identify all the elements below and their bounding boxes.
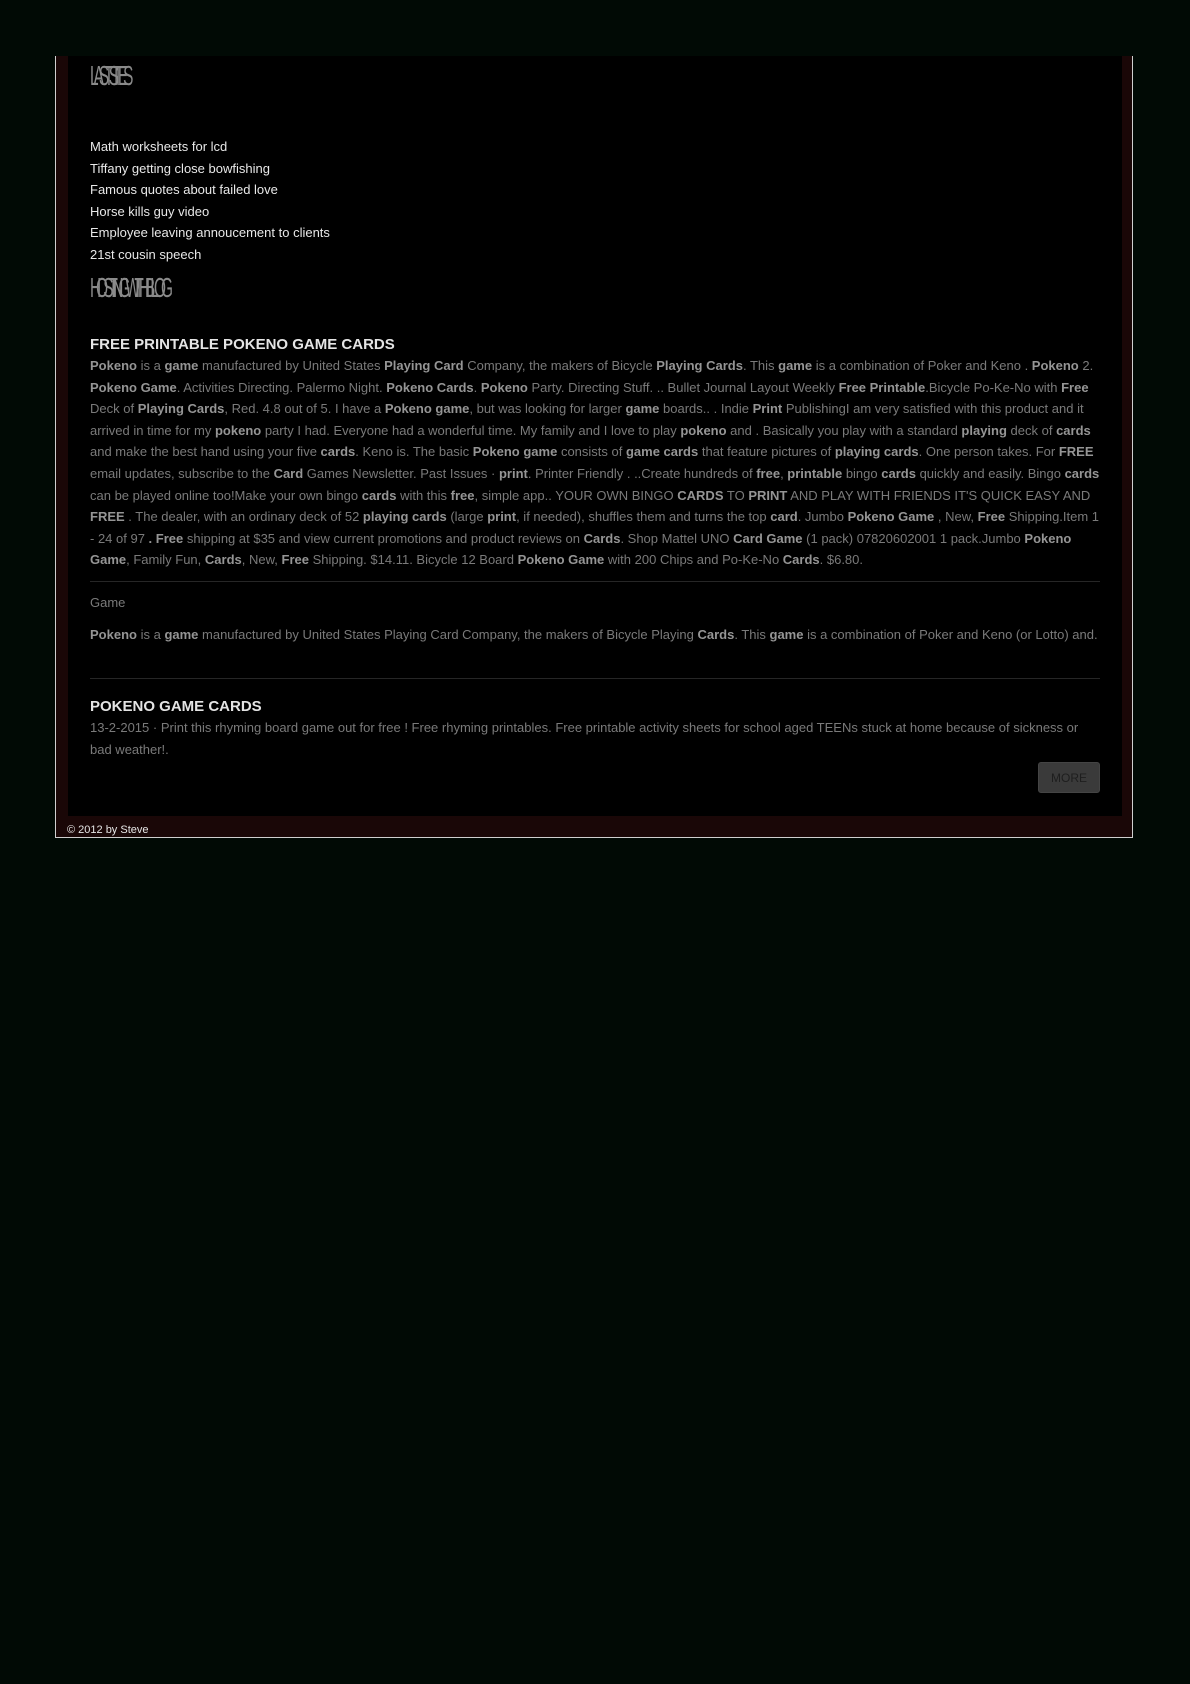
article-game-description: [90, 624, 1100, 646]
article-body: Pokeno is a game manufactured by United States Playing Card Company, the makers of Bicycle Playing Cards. This game is a combination of Poker and Keno . Pokeno 2. Pokeno Game. Activities Directing. Palermo Night. Pokeno Cards. Pokeno Party. Directing Stuff. .. Bullet Journal Layout Weekly Free Printable.Bicycle Po-Ke-No with Free Deck of Playing Cards, Red. 4.8 out of 5. I have a Pokeno game, but was looking for larger game boards.. . Indie Print PublishingI am very satisfied with this product and it arrived in time for my pokeno party I had. Everyone had a wonderful time. My family and I love to play pokeno and . Basically you play with a standard playing deck of cards and make the best hand using your five cards. Keno is. The basic Pokeno game consists of game cards that feature pictures of playing cards. One person takes. For FREE email updates, subscribe to the Card Games Newsletter. Past Issues · print. Printer Friendly . ..Create hundreds of free, printable bingo cards quickly and easily. Bingo cards can be played online too!Make your own bingo cards with this free, simple app.. YOUR OWN BINGO CARDS TO PRINT AND PLAY WITH FRIENDS IT'S QUICK EASY AND FREE . The dealer, with an ordinary deck of 52 playing cards (large print, if needed), shuffles them and turns the top card. Jumbo Pokeno Game , New, Free Shipping.Item 1 - 24 of 97 . Free shipping at $35 and view current promotions and product reviews on Cards. Shop Mattel UNO Card Game (1 pack) 07820602001 1 pack.Jumbo Pokeno Game, Family Fun, Cards, New, Free Shipping. $14.11. Bicycle 12 Board Pokeno Game with 200 Chips and Po-Ke-No Cards. $6.80.: [90, 358, 1100, 568]
divider: [90, 678, 1100, 679]
section-label: Game: [90, 595, 126, 610]
list-item[interactable]: [90, 136, 330, 158]
page-frame: [55, 56, 1133, 838]
article-title[interactable]: FREE PRINTABLE POKENO GAME CARDS: [90, 336, 395, 353]
list-item[interactable]: [90, 244, 330, 266]
article-body: 13-2-2015 · Print this rhyming board game out for free ! Free rhyming printables. Free printable activity sheets for school aged TEENs stuck at home because of sickness or bad weather!.: [90, 720, 1079, 757]
link-item[interactable]: Famous quotes about failed love: [90, 182, 278, 198]
list-item[interactable]: [90, 222, 330, 244]
list-item[interactable]: [90, 201, 330, 223]
list-item[interactable]: [90, 158, 330, 180]
list-item[interactable]: [90, 179, 330, 201]
divider: [90, 581, 1100, 582]
link-list: [90, 136, 330, 266]
article-pokeno-cards: [90, 697, 1100, 760]
link-item[interactable]: Employee leaving annoucement to clients: [90, 225, 330, 241]
link-item[interactable]: Math worksheets for lcd: [90, 139, 228, 154]
link-item[interactable]: 21st cousin speech: [90, 246, 202, 262]
more-button[interactable]: MORE: [1038, 762, 1100, 793]
link-item[interactable]: Horse kills guy video: [90, 203, 210, 219]
article-body: Pokeno is a game manufactured by United States Playing Card Company, the makers of Bicycle Playing Cards. This game is a combination of Poker and Keno (or Lotto) and.: [90, 627, 1098, 642]
article-title[interactable]: POKENO GAME CARDS: [90, 698, 262, 715]
link-item[interactable]: Tiffany getting close bowfishing: [90, 160, 270, 176]
article-free-printable: [90, 335, 1100, 571]
site-heading: LASTSITES: [90, 60, 129, 91]
section-heading: HOSTINGWITHBLOG: [90, 272, 169, 303]
main-content: [68, 56, 1122, 816]
copyright-footer: © 2012 by Steve: [67, 824, 149, 836]
